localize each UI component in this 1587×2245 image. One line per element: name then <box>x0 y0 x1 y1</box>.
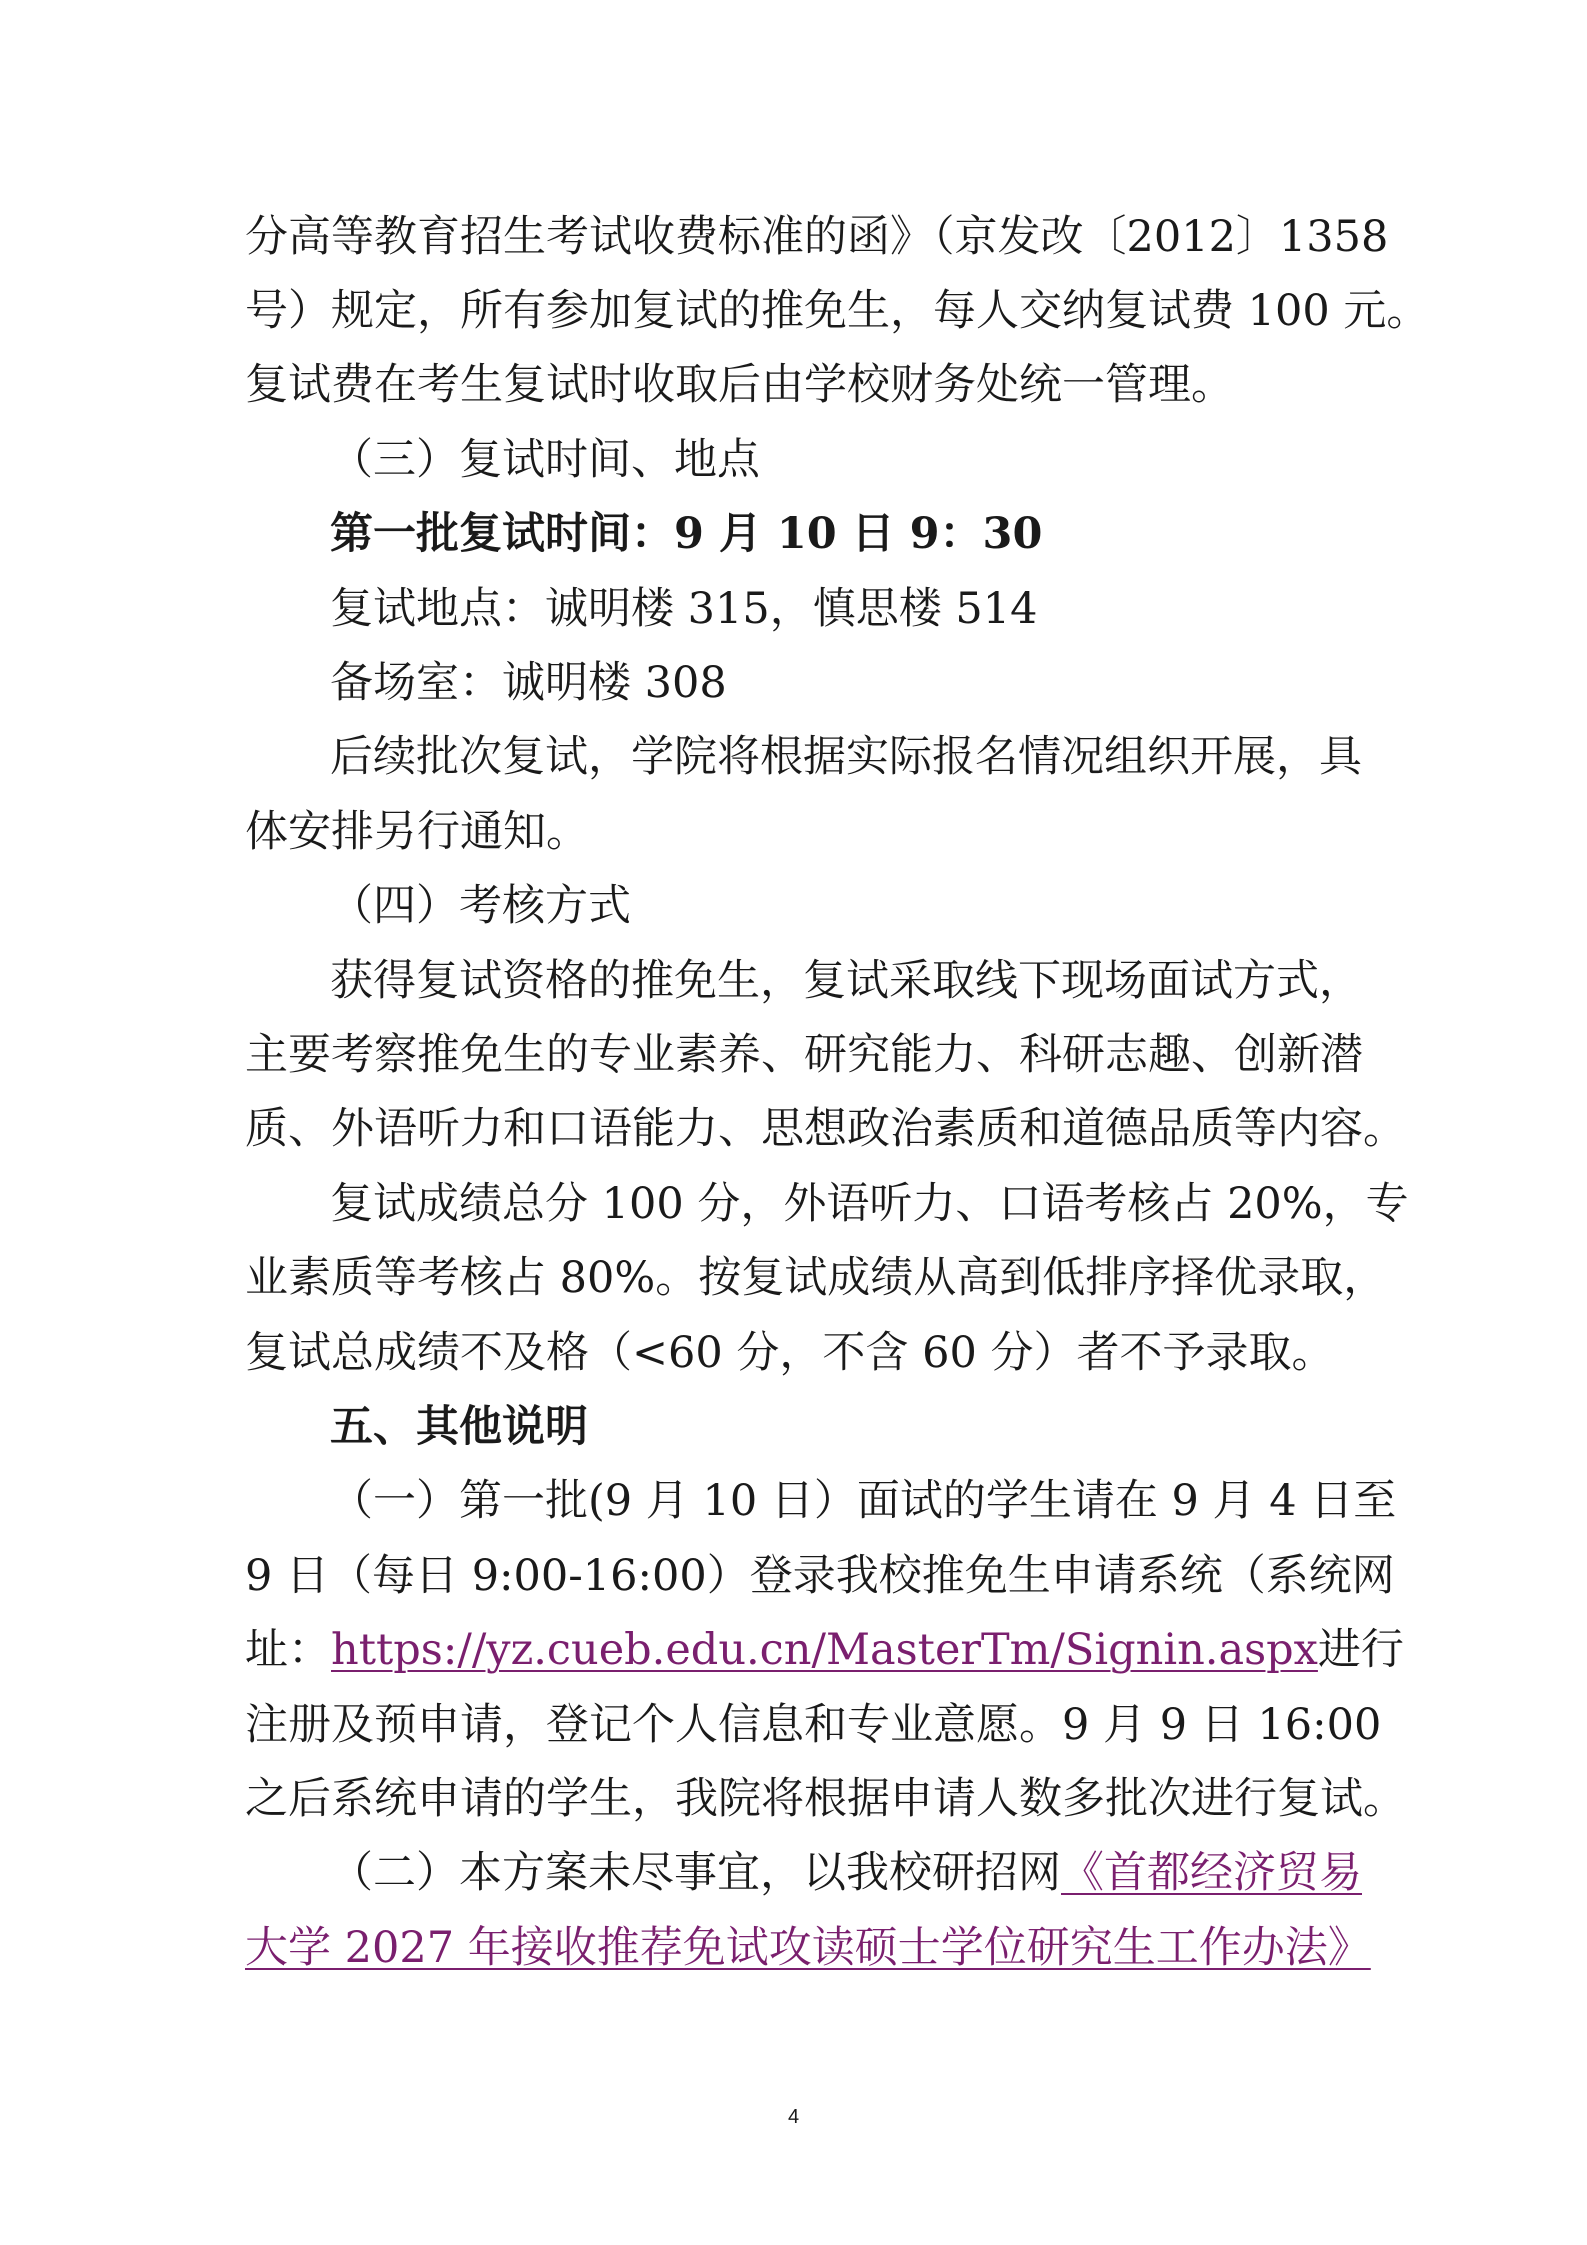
body-line: 分高等教育招生考试收费标准的函》（京发改〔2012〕1358 <box>245 212 1389 262</box>
application-system-link[interactable]: https://yz.cueb.edu.cn/MasterTm/Signin.aspx <box>331 1625 1318 1675</box>
body-line: 体安排另行通知。 <box>245 807 589 857</box>
policy-prefix: （二）本方案未尽事宜，以我校研招网 <box>330 1848 1061 1898</box>
policy-document-link[interactable]: 《首都经济贸易 <box>1061 1848 1362 1898</box>
body-line: 之后系统申请的学生，我院将根据申请人数多批次进行复试。 <box>245 1774 1406 1824</box>
policy-document-link[interactable]: 大学 2027 年接收推荐免试攻读硕士学位研究生工作办法》 <box>245 1923 1371 1973</box>
body-line: 后续批次复试，学院将根据实际报名情况组织开展，具 <box>330 732 1362 782</box>
body-line: （一）第一批(9 月 10 日）面试的学生请在 9 月 4 日至 <box>330 1476 1397 1526</box>
page-number: 4 <box>787 2106 800 2128</box>
body-line <box>245 1923 1371 1973</box>
section-heading-4: （四）考核方式 <box>330 881 631 931</box>
body-line <box>330 1848 1362 1898</box>
body-line: 注册及预申请，登记个人信息和专业意愿。9 月 9 日 16:00 <box>245 1700 1382 1750</box>
url-suffix: 进行 <box>1317 1625 1404 1675</box>
first-batch-time: 第一批复试时间：9 月 10 日 9：30 <box>330 509 1043 559</box>
body-line <box>245 1625 1404 1675</box>
body-line: 9 日（每日 9:00-16:00）登录我校推免生申请系统（系统网 <box>245 1551 1395 1601</box>
body-line: 获得复试资格的推免生，复试采取线下现场面试方式， <box>330 956 1362 1006</box>
body-line: 复试成绩总分 100 分，外语听力、口语考核占 20%，专 <box>330 1179 1409 1229</box>
body-line: 质、外语听力和口语能力、思想政治素质和道德品质等内容。 <box>245 1104 1406 1154</box>
body-line: 号）规定，所有参加复试的推免生，每人交纳复试费 100 元。 <box>245 286 1430 336</box>
body-line: 复试费在考生复试时收取后由学校财务处统一管理。 <box>245 360 1234 410</box>
body-line: 业素质等考核占 80%。按复试成绩从高到低排序择优录取， <box>245 1253 1387 1303</box>
url-prefix: 址： <box>245 1625 331 1675</box>
section-heading-5: 五、其他说明 <box>330 1402 588 1452</box>
interview-location: 复试地点：诚明楼 315，慎思楼 514 <box>330 584 1038 634</box>
body-line: 主要考察推免生的专业素养、研究能力、科研志趣、创新潜 <box>245 1030 1363 1080</box>
section-heading-3: （三）复试时间、地点 <box>330 435 760 485</box>
body-line: 复试总成绩不及格（<60 分，不含 60 分）者不予录取。 <box>245 1328 1335 1378</box>
backup-room: 备场室：诚明楼 308 <box>330 658 727 708</box>
